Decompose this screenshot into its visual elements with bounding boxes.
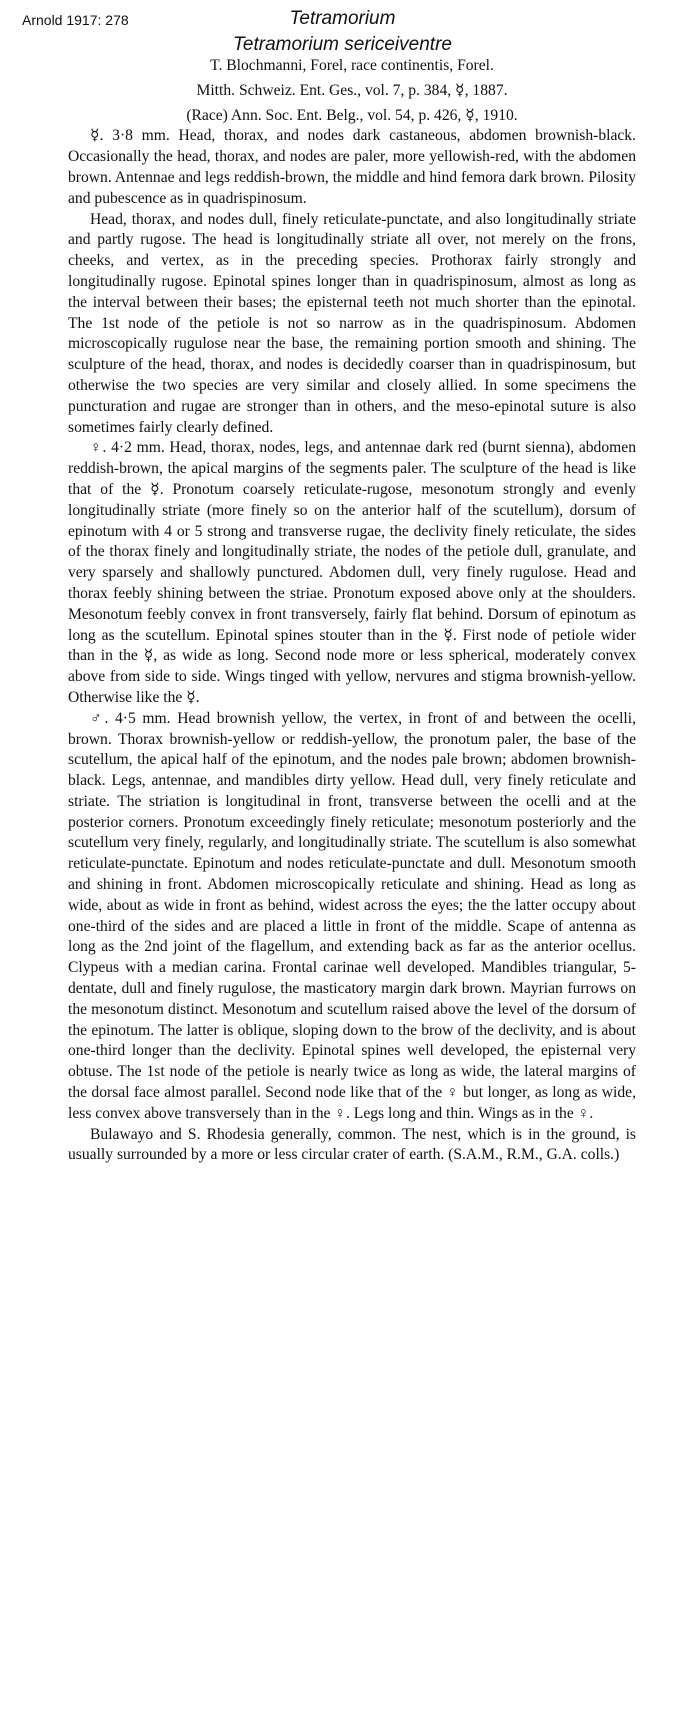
worker-description: ☿. 3·8 mm. Head, thorax, and nodes dark castaneous, abdomen brownish-black. Occasionally the head, thorax, and nodes are paler, more yellowish-red, with the abdomen brown. Antennae and legs reddish-brown, the middle and hind femora dark brown. Pilosity and pubescence as in quadrispinosum.: [68, 127, 636, 207]
male-description: ♂. 4·5 mm. Head brownish yellow, the vertex, in front of and between the ocelli, brown. Thorax brownish-yellow or reddish-yellow, the pronotum paler, the base of the scutellum, the apical half of the epinotum, and the nodes pale brown; abdomen brownish-black. Legs, antennae, and mandibles dirty yellow. Head dull, very finely reticulate and striate. The striation is longitudinal in front, transverse between the ocelli and at the posterior corners. Pronotum exceedingly finely reticulate; mesonotum posteriorly and the scutellum very finely, regularly, and longitudinally striate. The scutellum is also somewhat reticulate-punctate. Epinotum and nodes reticulate-punctate and dull. Mesonotum smooth and shining in front. Abdomen microscopically reticulate and shining. Head as long as wide, about as wide in front as behind, widest across the eyes; the the latter occupy about one-third of the sides and are placed a little in front of the middle. Scape of antenna as long as the 2nd joint of the flagellum, and extending back as far as the anterior ocellus. Clypeus with a median carina. Frontal carinae well developed. Mandibles triangular, 5-dentate, dull and finely rugulose, the masticatory margin dark brown. Mayrian furrows on the mesonotum distinct. Mesonotum and scutellum raised above the level of the dorsum of the epinotum. The latter is oblique, sloping down to the brow of the declivity, and is about one-third longer than the declivity. Epinotal spines well developed, the episternal very obtuse. The 1st node of the petiole is nearly twice as long as wide, the lateral margins of the dorsal face almost parallel. Second node like that of the ♀ but longer, as long as wide, less convex above transversely than in the ♀. Legs long and thin. Wings as in the ♀.: [68, 709, 636, 1122]
female-description: ♀. 4·2 mm. Head, thorax, nodes, legs, and antennae dark red (burnt sienna), abdomen reddish-brown, the apical margins of the segments paler. The sculpture of the head is like that of the ☿. Pronotum coarsely reticulate-rugose, mesonotum strongly and evenly longitudinally striate (more finely so on the anterior half of the scutellum), dorsum of epinotum with 4 or 5 strong and transverse rugae, the declivity finely reticulate, the sides of the thorax finely and longitudinally striate, the nodes of the petiole dull, granulate, and very sparsely and shallowly punctured. Abdomen dull, very finely rugulose. Head and thorax feebly shining between the striae. Pronotum exposed above only at the shoulders. Mesonotum feebly convex in front transversely, fairly flat behind. Dorsum of epinotum as long as the scutellum. Epinotal spines stouter than in the ☿. First node of petiole wider than in the ☿, as wide as long. Second node more or less spherical, moderately convex above from side to side. Wings tinged with yellow, nervures and stigma brownish-yellow. Otherwise like the ☿.: [68, 439, 636, 706]
document-body: [68, 56, 636, 1166]
source-reference: Arnold 1917: 278: [22, 12, 129, 28]
synonymy-line: T. Blochmanni, Forel, race continentis, Forel.: [210, 57, 494, 74]
distribution-note: Bulawayo and S. Rhodesia generally, common. The nest, which is in the ground, is usually surrounded by a more or less circular crater of earth. (S.A.M., R.M., G.A. colls.): [68, 1125, 636, 1164]
species-heading: Tetramorium sericeiventre: [233, 34, 452, 55]
genus-heading: Tetramorium: [289, 8, 396, 29]
sculpture-description: Head, thorax, and nodes dull, finely reticulate-punctate, and also longitudinally striate and partly rugose. The head is longitudinally striate all over, not merely on the frons, cheeks, and vertex, as in the preceding species. Prothorax fairly strongly and longitudinally rugose. Epinotal spines longer than in quadrispinosum, almost as long as the interval between their bases; the episternal teeth not much shorter than the epinotal. The 1st node of the petiole is not so narrow as in the quadrispinosum. Abdomen microscopically rugulose near the base, the remaining portion smooth and shining. The sculpture of the head, thorax, and nodes is decidedly coarser than in quadrispinosum, but otherwise the two species are very similar and closely allied. In some specimens the puncturation and rugae are stronger than in others, and the meso-epinotal suture is also sometimes fairly clearly defined.: [68, 210, 636, 436]
citation-line: (Race) Ann. Soc. Ent. Belg., vol. 54, p. 426, ☿, 1910.: [186, 106, 518, 124]
citation-line: Mitth. Schweiz. Ent. Ges., vol. 7, p. 384, ☿, 1887.: [196, 81, 508, 99]
